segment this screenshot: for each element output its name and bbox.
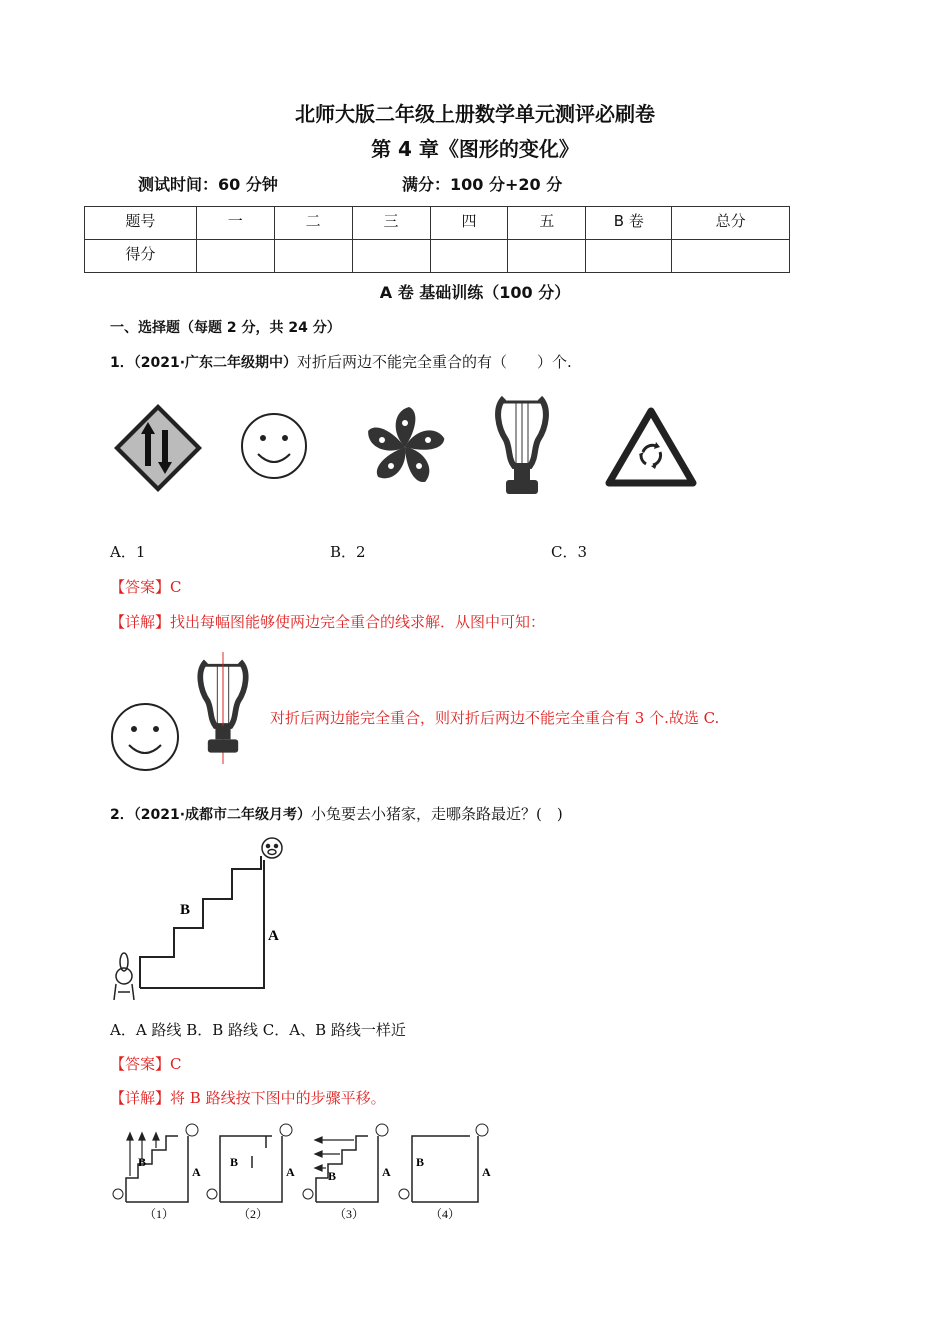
route-staircase-figure <box>106 834 296 1004</box>
question-2 <box>110 803 563 824</box>
diamond-road-sign-icon <box>112 402 204 494</box>
answer-value: C <box>170 578 182 596</box>
answer-1 <box>110 576 182 597</box>
step-label: （3） <box>334 1207 365 1221</box>
table-cell: 题号 <box>85 207 197 240</box>
route-b-label: B <box>180 902 191 918</box>
step-label: （2） <box>238 1207 269 1221</box>
table-cell[interactable] <box>508 240 586 273</box>
part1-title: 一、选择题（每题 2 分，共 24 分） <box>110 320 341 336</box>
rabbit-icon <box>114 953 134 1000</box>
question-text: 小兔要去小猪家，走哪条路最近？( ) <box>311 805 563 823</box>
table-cell[interactable] <box>672 240 790 273</box>
table-cell: 总分 <box>672 207 790 240</box>
question-number: 2． <box>110 807 134 823</box>
svg-text:A: A <box>192 1165 201 1179</box>
score-table <box>84 206 790 273</box>
document-title: 北师大版二年级上册数学单元测评必刷卷 <box>295 102 655 126</box>
step-diagram-4 <box>394 1120 494 1224</box>
detail-text: 将 B 路线按下图中的步骤平移。 <box>170 1089 386 1107</box>
svg-text:B: B <box>230 1155 239 1169</box>
table-cell: 三 <box>352 207 430 240</box>
question-source: （2021·广东二年级期中） <box>133 355 298 371</box>
triangle-roundabout-sign-icon <box>606 408 696 486</box>
question-2-options[interactable]: A．A 路线 B．B 路线 C．A、B 路线一样近 <box>110 1021 406 1039</box>
step-diagram-1 <box>108 1120 200 1224</box>
chapter-title: 第 4 章《图形的变化》 <box>371 137 579 161</box>
question-text: 对折后两边不能完全重合的有（ ）个. <box>297 353 572 371</box>
route-a-label: A <box>268 928 279 944</box>
answer-2 <box>110 1053 182 1074</box>
step-diagram-3 <box>298 1120 390 1224</box>
detail-tag: 【详解】 <box>110 1089 171 1107</box>
table-cell[interactable] <box>274 240 352 273</box>
question-source: （2021·成都市二年级月考） <box>133 807 312 823</box>
detail-2 <box>110 1087 386 1108</box>
section-a-title: A 卷 基础训练（100 分） <box>379 283 571 302</box>
detail-tag: 【详解】 <box>110 613 171 631</box>
detail-text: 找出每幅图能够使两边完全重合的线求解．从图中可知： <box>170 613 546 631</box>
option-c[interactable]: C．3 <box>551 543 588 561</box>
table-cell: 一 <box>196 207 274 240</box>
step-diagram-2 <box>202 1120 294 1224</box>
option-a[interactable]: A．1 <box>110 543 146 561</box>
full-score: 满分：100 分+20 分 <box>402 175 563 194</box>
table-row <box>85 207 790 240</box>
table-cell[interactable] <box>586 240 672 273</box>
conclusion-text: 对折后两边能完全重合，则对折后两边不能完全重合有 3 个.故选 C. <box>270 709 720 727</box>
svg-text:A: A <box>286 1165 295 1179</box>
table-cell[interactable] <box>196 240 274 273</box>
table-cell[interactable] <box>352 240 430 273</box>
svg-text:A: A <box>382 1165 391 1179</box>
table-cell: 四 <box>430 207 508 240</box>
smiley-face-icon <box>110 702 180 772</box>
table-cell: 得分 <box>85 240 197 273</box>
option-b[interactable]: B．2 <box>330 543 366 561</box>
svg-text:B: B <box>138 1155 147 1169</box>
step-label: （1） <box>144 1207 175 1221</box>
svg-text:B: B <box>328 1169 337 1183</box>
detail-1 <box>110 611 545 632</box>
pig-icon <box>262 838 282 858</box>
svg-text:A: A <box>482 1165 491 1179</box>
table-cell: 二 <box>274 207 352 240</box>
svg-text:B: B <box>416 1155 425 1169</box>
lyre-icon <box>192 652 254 764</box>
answer-value: C <box>170 1055 182 1073</box>
answer-tag: 【答案】 <box>110 1055 171 1073</box>
table-cell: 五 <box>508 207 586 240</box>
step-label: （4） <box>430 1207 461 1221</box>
table-row <box>85 240 790 273</box>
table-cell: B 卷 <box>586 207 672 240</box>
table-cell[interactable] <box>430 240 508 273</box>
bauhinia-flower-icon <box>360 404 450 490</box>
test-time: 测试时间：60 分钟 <box>138 175 278 194</box>
question-1 <box>110 351 572 372</box>
lyre-icon <box>492 388 552 506</box>
smiley-face-icon <box>240 412 308 480</box>
question-number: 1． <box>110 355 134 371</box>
answer-tag: 【答案】 <box>110 578 171 596</box>
